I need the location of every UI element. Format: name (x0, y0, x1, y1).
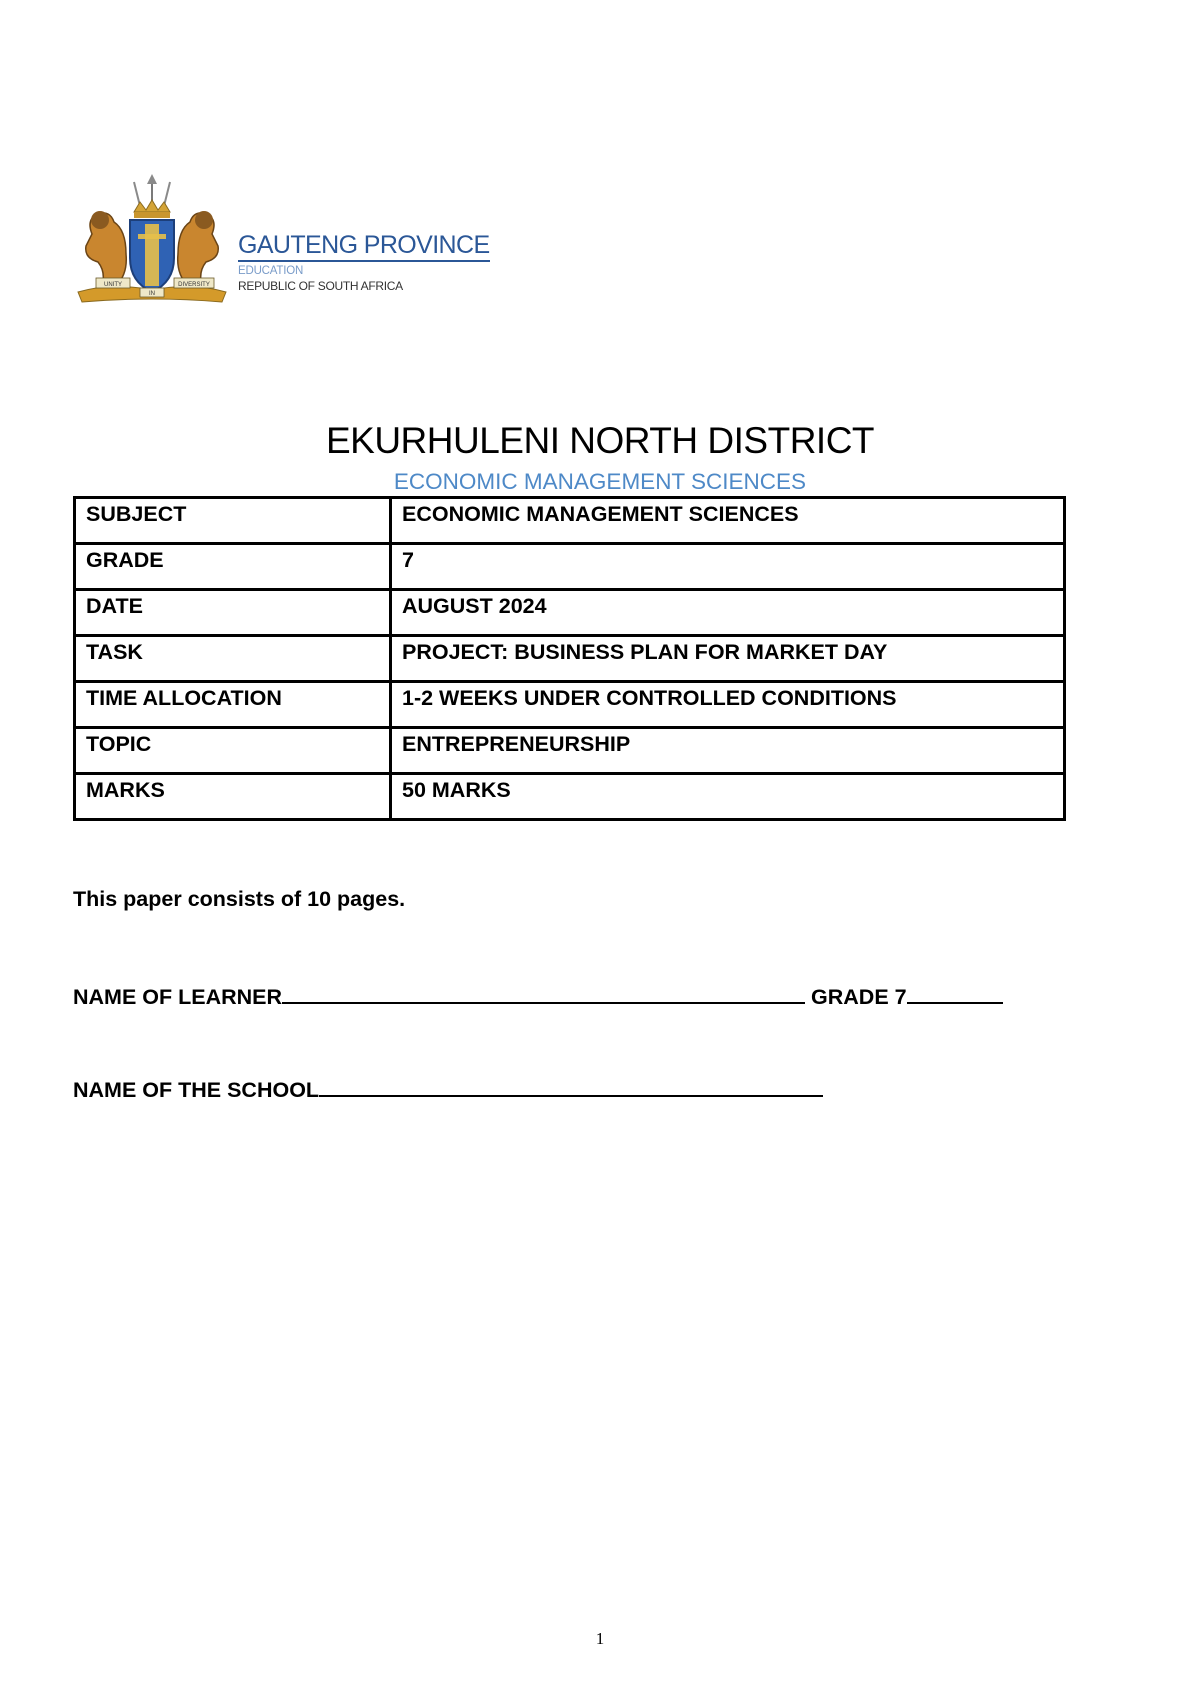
subject-subtitle: ECONOMIC MANAGEMENT SCIENCES (393, 469, 807, 494)
table-row (75, 682, 1065, 728)
row-label: MARKS (75, 774, 391, 820)
assessment-info-table (73, 496, 1066, 821)
coat-of-arms-icon (72, 174, 232, 308)
table-row (75, 728, 1065, 774)
learner-name-label: NAME OF LEARNER (73, 985, 283, 1009)
learner-name-line (73, 980, 1003, 1010)
district-title: EKURHULENI NORTH DISTRICT (325, 420, 875, 461)
row-label: DATE (75, 590, 391, 636)
row-value: PROJECT: BUSINESS PLAN FOR MARKET DAY (391, 636, 1065, 682)
row-label: SUBJECT (75, 498, 391, 544)
row-value: AUGUST 2024 (391, 590, 1065, 636)
row-label: TIME ALLOCATION (75, 682, 391, 728)
table-row (75, 544, 1065, 590)
table-row (75, 636, 1065, 682)
row-label: TASK (75, 636, 391, 682)
school-name-blank[interactable] (319, 1073, 823, 1097)
gauteng-logo (72, 174, 492, 308)
row-value: 1-2 WEEKS UNDER CONTROLLED CONDITIONS (391, 682, 1065, 728)
svg-text:UNITY: UNITY (104, 282, 122, 288)
row-value: 7 (391, 544, 1065, 590)
grade-blank[interactable] (907, 980, 1003, 1004)
row-label: GRADE (75, 544, 391, 590)
logo-department: EDUCATION (238, 265, 304, 277)
table-row (75, 498, 1065, 544)
row-value: ENTREPRENEURSHIP (391, 728, 1065, 774)
logo-country: REPUBLIC OF SOUTH AFRICA (238, 279, 403, 293)
svg-text:IN: IN (149, 291, 155, 297)
school-name-line (73, 1073, 823, 1103)
row-value: ECONOMIC MANAGEMENT SCIENCES (391, 498, 1065, 544)
svg-text:DIVERSITY: DIVERSITY (178, 282, 210, 288)
learner-name-blank[interactable] (282, 980, 805, 1004)
row-label: TOPIC (75, 728, 391, 774)
grade-label: GRADE 7 (811, 985, 907, 1009)
logo-province-name: GAUTENG PROVINCE (238, 232, 490, 262)
pages-note: This paper consists of 10 pages. (73, 887, 406, 911)
page-number: 1 (595, 1629, 605, 1648)
row-value: 50 MARKS (391, 774, 1065, 820)
table-row (75, 590, 1065, 636)
table-row (75, 774, 1065, 820)
logo-text-block (238, 232, 498, 293)
school-name-label: NAME OF THE SCHOOL (73, 1078, 320, 1102)
